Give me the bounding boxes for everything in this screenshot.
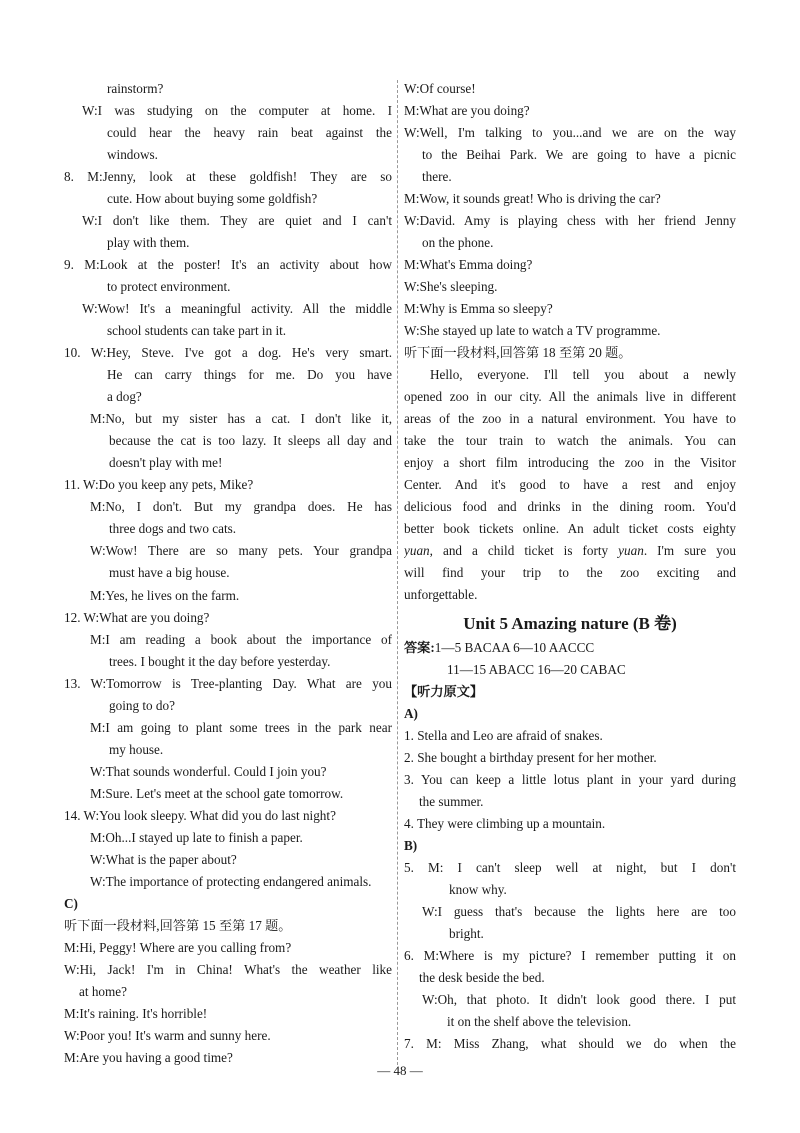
text-line: 7. M: Miss Zhang, what should we do when the	[404, 1036, 736, 1052]
text-line: W:What is the paper about?	[90, 851, 237, 867]
text-line: three dogs and two cats.	[109, 521, 237, 537]
text-line: enjoy a short film introducing the zoo in the Visitor	[404, 455, 736, 471]
text-line: W:I don't like them. They are quiet and I can't	[82, 213, 392, 229]
text-line: Center. And it's good to have a rest and enjoy	[404, 477, 736, 493]
text-line: the summer.	[419, 793, 484, 809]
text-line: 12. W:What are you doing?	[64, 609, 210, 625]
text-line: 1. Stella and Leo are afraid of snakes.	[404, 727, 603, 743]
zoo-passage-end	[404, 562, 736, 606]
column-divider	[397, 80, 398, 1065]
text-line: it on the shelf above the television.	[447, 1014, 632, 1030]
text-line: W:That sounds wonderful. Could I join you?	[90, 763, 327, 779]
text-line: B)	[404, 837, 418, 853]
text-line: M:It's raining. It's horrible!	[64, 1006, 208, 1022]
text-line: going to do?	[109, 697, 175, 713]
text-line: W:Oh, that photo. It didn't look good there. I put	[422, 992, 736, 1008]
text-line: W:Wow! It's a meaningful activity. All the middle	[82, 301, 392, 317]
text-line: 14. W:You look sleepy. What did you do last night?	[64, 807, 336, 823]
text-line: could hear the heavy rain beat against the	[107, 125, 392, 141]
text-line: 9. M:Look at the poster! It's an activity about how	[64, 257, 392, 273]
text-line: M:No, but my sister has a cat. I don't like it,	[90, 411, 392, 427]
text-line: take the tour train to watch the animals. You can	[404, 433, 736, 449]
text-line: school students can take part in it.	[107, 323, 287, 339]
text-line: 4. They were climbing up a mountain.	[404, 815, 606, 831]
text-line: 3. You can keep a little lotus plant in your yard during	[404, 771, 736, 787]
text-line: M:No, I don't. But my grandpa does. He has	[90, 499, 392, 515]
text-line: M:Are you having a good time?	[64, 1050, 233, 1066]
text-line: 5. M: I can't sleep well at night, but I don't	[404, 859, 736, 875]
text-line: M:Oh...I stayed up late to finish a paper.	[90, 829, 303, 845]
text-line: M:Sure. Let's meet at the school gate tomorrow.	[90, 785, 344, 801]
text-line: 6. M:Where is my picture? I remember putting it on	[404, 948, 736, 964]
text-line: doesn't play with me!	[109, 455, 223, 471]
text-line: W:The importance of protecting endangered animals.	[90, 873, 372, 889]
text-line: trees. I bought it the day before yesterday.	[109, 653, 331, 669]
text-line: the desk beside the bed.	[419, 970, 545, 986]
text-line: 10. W:Hey, Steve. I've got a dog. He's very smart.	[64, 345, 392, 361]
text-line: M:I am going to plant some trees in the park near	[90, 719, 392, 735]
answer-key-line-1: 答案:1—5 BACAA 6—10 AACCC	[404, 639, 595, 655]
text-line: my house.	[109, 741, 164, 757]
text-line: M:What are you doing?	[404, 103, 530, 119]
text-line: A)	[404, 705, 418, 721]
text-line: Hello, everyone. I'll tell you about a newly	[430, 367, 736, 383]
text-line: better book tickets online. An adult ticket costs eighty	[404, 521, 736, 537]
text-line: delicious food and drinks in the dining room. You'd	[404, 499, 736, 515]
text-line: windows.	[107, 147, 158, 163]
text-line: play with them.	[107, 235, 190, 251]
text-line: W:She's sleeping.	[404, 279, 498, 295]
text-line: will find your trip to the zoo exciting and	[404, 565, 736, 581]
text-line: M:Yes, he lives on the farm.	[90, 587, 240, 603]
zoo-ticket-line: yuan, and a child ticket is forty yuan. I'm sure you	[404, 543, 736, 559]
text-line: W:Hi, Jack! I'm in China! What's the weather like	[64, 962, 392, 978]
unit5-transcript	[404, 703, 736, 1055]
text-line: M:I am reading a book about the importance of	[90, 631, 392, 647]
text-line: W:Wow! There are so many pets. Your grandpa	[90, 543, 392, 559]
text-line: on the phone.	[422, 235, 494, 251]
answer-key-line-2: 11—15 ABACC 16—20 CABAC	[447, 661, 626, 677]
right-column	[404, 78, 736, 1055]
text-line: unforgettable.	[404, 587, 478, 603]
left-column	[64, 78, 392, 1069]
text-line: 听下面一段材料,回答第 18 至第 20 题。	[404, 345, 632, 361]
text-line: 11. W:Do you keep any pets, Mike?	[64, 477, 254, 493]
text-line: W:She stayed up late to watch a TV programme.	[404, 323, 661, 339]
right-dialogue-section	[404, 78, 736, 540]
text-line: a dog?	[107, 389, 142, 405]
text-line: W:Well, I'm talking to you...and we are on the way	[404, 125, 736, 141]
text-line: M:What's Emma doing?	[404, 257, 533, 273]
text-line: 13. W:Tomorrow is Tree-planting Day. What are you	[64, 675, 392, 691]
text-line: W:Of course!	[404, 81, 476, 96]
transcript-label: 【听力原文】	[404, 683, 484, 699]
text-line: know why.	[449, 881, 507, 897]
unit-title: Unit 5 Amazing nature (B 卷)	[463, 613, 677, 633]
text-line: to protect environment.	[107, 279, 231, 295]
text-line: 听下面一段材料,回答第 15 至第 17 题。	[64, 918, 292, 934]
text-line: W:David. Amy is playing chess with her friend Jenny	[404, 213, 736, 229]
page-number: — 48 —	[377, 1063, 423, 1078]
text-line: 8. M:Jenny, look at these goldfish! They are so	[64, 169, 392, 185]
text-line: M:Hi, Peggy! Where are you calling from?	[64, 940, 292, 956]
text-line: there.	[422, 169, 452, 185]
text-line: M:Why is Emma so sleepy?	[404, 301, 553, 317]
text-line: rainstorm?	[107, 81, 164, 96]
text-line: to the Beihai Park. We are going to have a picnic	[422, 147, 736, 163]
text-line: 2. She bought a birthday present for her mother.	[404, 749, 657, 765]
text-line: He can carry things for me. Do you have	[107, 367, 392, 383]
text-line: C)	[64, 896, 78, 912]
text-line: opened zoo in our city. All the animals live in different	[404, 389, 736, 405]
text-line: because the cat is too lazy. It sleeps all day and	[109, 433, 392, 449]
text-line: W:I guess that's because the lights here are too	[422, 903, 736, 919]
text-line: areas of the zoo in a natural environment. You have to	[404, 411, 736, 427]
text-line: W:Poor you! It's warm and sunny here.	[64, 1028, 271, 1044]
text-line: bright.	[449, 925, 484, 941]
text-line: M:Wow, it sounds great! Who is driving the car?	[404, 191, 661, 207]
text-line: W:I was studying on the computer at home. I	[82, 103, 392, 119]
text-line: at home?	[79, 984, 127, 1000]
text-line: cute. How about buying some goldfish?	[107, 191, 318, 207]
text-line: must have a big house.	[109, 565, 230, 581]
